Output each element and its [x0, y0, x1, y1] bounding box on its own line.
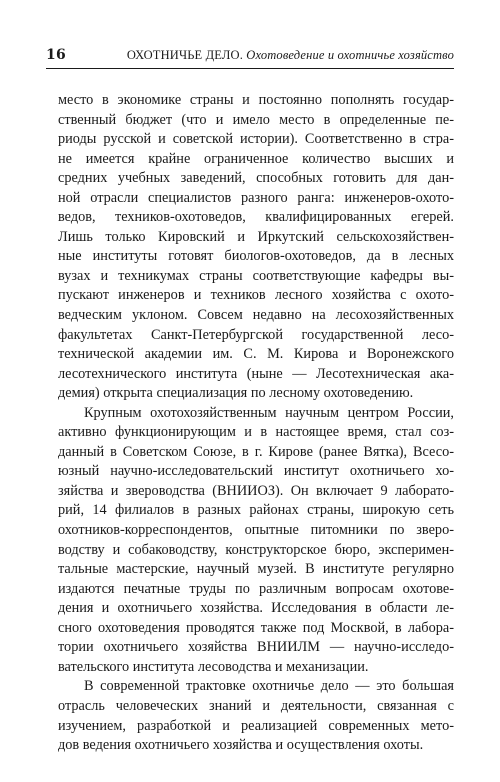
text-line: ведов, техников-охотоведов, квалифицированных егерей. — [58, 209, 454, 226]
paragraph — [58, 677, 454, 755]
text-line: издаются печатные труды по различным вопросам охотове- — [58, 580, 454, 597]
text-line: водству и собаководству, конструкторское бюро, эксперимен- — [58, 541, 454, 558]
text-line: зяйства и звероводства (ВНИИОЗ). Он включает 9 лаборато- — [58, 482, 454, 499]
text-line: активно функционирующим и в настоящее время, стал соз- — [58, 424, 454, 441]
text-line: технической академии им. С. М. Кирова и Воронежского — [58, 346, 454, 363]
text-line: охотников-корреспондентов, опытные питомники по зверо- — [58, 522, 454, 539]
text-line: дения и охотничьего хозяйства. Исследования в области ле- — [58, 600, 454, 617]
text-line: В современной трактовке охотничье дело — это большая — [84, 678, 454, 695]
body-text — [58, 91, 454, 756]
text-line: место в экономике страны и постоянно пополнять государ- — [58, 92, 454, 108]
text-line: ведческим уклоном. Совсем недавно на лесохозяйственных — [58, 307, 454, 324]
text-line: средних учебных заведений, способных готовить для дан- — [58, 170, 454, 187]
text-line: изучением, разработкой и реализацией современных мето- — [58, 717, 454, 734]
paragraph — [58, 404, 454, 678]
text-line: ной отрасли специалистов разного ранга: инженеров-охото- — [58, 189, 454, 206]
text-line: пускают инженеров и техников лесного хозяйства с охото- — [58, 287, 454, 304]
text-line: рий, 14 филиалов в разных районах страны, широкую сеть — [58, 502, 454, 519]
text-line: вузах и техникумах страны соответствующие кафедры вы- — [58, 267, 454, 284]
book-subtitle: Охотоведение и охотничье хозяйство — [246, 48, 454, 62]
text-line: данный в Советском Союзе, в г. Кирове (ранее Вятка), Всесо- — [58, 443, 454, 460]
header-rule — [46, 68, 454, 69]
text-line: отрасль человеческих знаний и деятельности, связанная с — [58, 697, 454, 714]
text-line: ственный бюджет (что и имело место в определенные пе- — [58, 111, 454, 128]
paragraph — [58, 91, 454, 404]
page-number: 16 — [46, 47, 66, 63]
text-line: ные институты готовят биологов-охотоведов, да в лесных — [58, 248, 454, 265]
series-title: ОХОТНИЧЬЕ ДЕЛО. — [126, 48, 243, 62]
running-head — [46, 47, 454, 65]
text-line: вательского института лесоводства и механизации. — [58, 658, 369, 675]
text-line: риоды русской и советской истории). Соответственно в стра- — [58, 131, 454, 148]
text-line: тории охотничьего хозяйства ВНИИЛМ — научно-исследо- — [58, 639, 454, 656]
text-line: тальные мастерские, научный музей. В институте регулярно — [58, 561, 454, 578]
text-line: не имеется крайне ограниченное количество высших и — [58, 150, 454, 167]
text-line: юзный научно-исследовательский институт охотничьего хо- — [58, 463, 454, 480]
text-line: факультетах Санкт-Петербургской государственной лесо- — [58, 326, 454, 343]
text-line: Крупным охотохозяйственным научным центром России, — [84, 404, 454, 421]
text-line: сного охотоведения проводятся также под Москвой, в лабора- — [58, 619, 454, 636]
running-head-title — [127, 48, 454, 63]
text-line: лесотехнического института (ныне — Лесотехническая ака- — [58, 365, 454, 382]
text-line: дов ведения охотничьего хозяйства и осуществления охоты. — [58, 737, 424, 754]
text-line: Лишь только Кировский и Иркутский сельскохозяйствен- — [58, 228, 454, 245]
text-line: демия) открыта специализация по лесному охотоведению. — [58, 385, 414, 402]
